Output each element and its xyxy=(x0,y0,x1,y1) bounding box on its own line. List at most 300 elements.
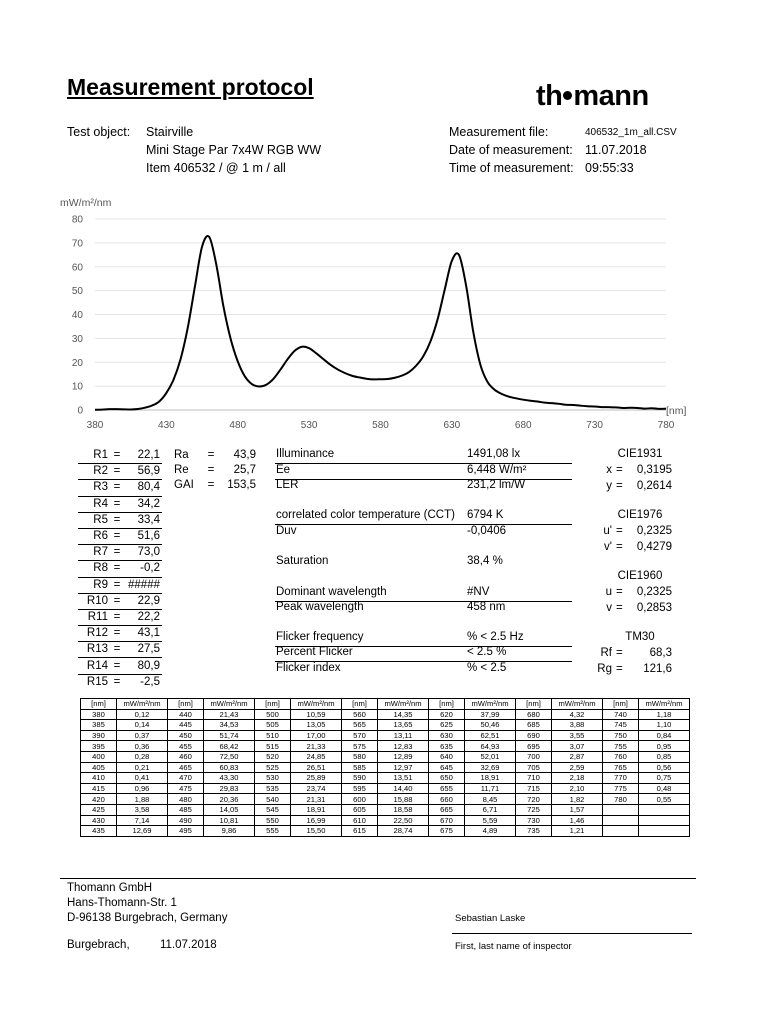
table-cell-value: 24,85 xyxy=(291,751,342,762)
table-cell-nm: 395 xyxy=(81,741,117,752)
r-value: 80,9 xyxy=(137,659,160,672)
x-tick-label: 780 xyxy=(657,420,675,430)
table-cell-value: 0,56 xyxy=(639,762,690,773)
r-row xyxy=(78,674,162,690)
r-name: R7 xyxy=(93,546,108,559)
r-value: -2,5 xyxy=(140,675,160,688)
x-tick-label: 480 xyxy=(229,420,247,430)
tm30-row-name: Rg xyxy=(597,663,612,675)
table-cell-nm: 705 xyxy=(516,762,552,773)
cie1960-row-name: v xyxy=(606,602,612,614)
param-divider xyxy=(275,524,572,525)
r-equals: = xyxy=(113,643,121,656)
table-cell-nm: 740 xyxy=(603,709,639,720)
table-cell-value: 10,81 xyxy=(204,815,255,826)
param-ler-value: 231,2 lm/W xyxy=(467,479,526,491)
table-row xyxy=(81,720,690,731)
table-cell-value: 0,41 xyxy=(117,773,168,784)
table-cell-value: 15,88 xyxy=(378,794,429,805)
y-tick-label: 20 xyxy=(71,357,83,369)
table-cell-nm: 600 xyxy=(342,794,378,805)
table-cell-nm: 675 xyxy=(429,826,465,837)
col-header-value: mW/m²/nm xyxy=(465,699,516,710)
table-cell-nm: 385 xyxy=(81,720,117,731)
table-cell-value: 18,58 xyxy=(378,804,429,815)
table-row xyxy=(81,826,690,837)
r-name: R8 xyxy=(93,562,108,575)
table-cell-nm: 425 xyxy=(81,804,117,815)
param-percent-flicker-label: Percent Flicker xyxy=(276,646,353,658)
r-values-table xyxy=(78,448,162,690)
table-cell-value: 13,65 xyxy=(378,720,429,731)
table-cell-nm: 755 xyxy=(603,741,639,752)
table-cell-value: 18,91 xyxy=(291,804,342,815)
tm30-row-equals: = xyxy=(616,647,623,659)
table-cell-nm: 525 xyxy=(255,762,291,773)
table-cell-value: 3,07 xyxy=(552,741,603,752)
cie1976-title: CIE1976 xyxy=(617,509,663,521)
table-row xyxy=(81,815,690,826)
r-row xyxy=(78,577,162,593)
table-cell-value: 0,28 xyxy=(117,751,168,762)
table-cell-nm: 470 xyxy=(168,773,204,784)
r-row xyxy=(78,561,162,577)
table-cell-nm: 580 xyxy=(342,751,378,762)
r-name: R1 xyxy=(93,449,108,462)
r-row xyxy=(78,512,162,528)
r-value: 33,4 xyxy=(137,513,160,526)
thomann-logo xyxy=(536,80,649,113)
cie1931-row-name: y xyxy=(606,480,612,492)
footer-city: D-96138 Burgebrach, Germany xyxy=(67,912,228,924)
table-cell-value: 51,74 xyxy=(204,730,255,741)
table-cell-nm: 560 xyxy=(342,709,378,720)
r-value: -0,2 xyxy=(140,562,160,575)
table-cell-value: 0,37 xyxy=(117,730,168,741)
table-cell-value: 2,59 xyxy=(552,762,603,773)
table-cell-value: 16,99 xyxy=(291,815,342,826)
ra-equals: = xyxy=(207,464,215,477)
object-line-1: Stairville xyxy=(146,125,194,139)
table-cell-nm: 495 xyxy=(168,826,204,837)
table-cell-nm: 735 xyxy=(516,826,552,837)
r-equals: = xyxy=(113,481,121,494)
table-cell-nm: 415 xyxy=(81,783,117,794)
table-cell-nm: 420 xyxy=(81,794,117,805)
r-row xyxy=(78,464,162,480)
y-axis-label: mW/m²/nm xyxy=(60,197,112,209)
logo-text-left: th xyxy=(536,80,563,112)
meta-label-date: Date of measurement: xyxy=(449,143,573,157)
table-cell-value: 1,21 xyxy=(552,826,603,837)
cie1960-row-equals: = xyxy=(616,602,623,614)
table-cell-nm: 655 xyxy=(429,783,465,794)
x-tick-label: 680 xyxy=(514,420,532,430)
table-cell-nm: 460 xyxy=(168,751,204,762)
table-cell-value: 13,11 xyxy=(378,730,429,741)
table-cell-value: 8,45 xyxy=(465,794,516,805)
table-cell-nm: 775 xyxy=(603,783,639,794)
y-tick-label: 80 xyxy=(71,214,83,226)
x-tick-label: 430 xyxy=(158,420,175,430)
table-cell-value: 20,36 xyxy=(204,794,255,805)
param-dominant-value: #NV xyxy=(467,586,490,598)
r-row xyxy=(78,448,162,464)
table-cell-nm: 730 xyxy=(516,815,552,826)
x-tick-label: 630 xyxy=(443,420,461,430)
table-cell-nm: 410 xyxy=(81,773,117,784)
meta-value-time: 09:55:33 xyxy=(585,161,634,175)
ra-name: GAI xyxy=(174,479,194,492)
ra-equals: = xyxy=(207,449,215,462)
table-cell-value: 0,21 xyxy=(117,762,168,773)
table-cell-value: 0,48 xyxy=(639,783,690,794)
table-cell-value: 1,10 xyxy=(639,720,690,731)
cie1931-row-value: 0,2614 xyxy=(636,480,672,492)
table-cell-value: 0,75 xyxy=(639,773,690,784)
r-name: R5 xyxy=(93,513,108,526)
table-cell-nm: 680 xyxy=(516,709,552,720)
ra-name: Ra xyxy=(174,449,189,462)
table-cell-nm: 615 xyxy=(342,826,378,837)
param-divider xyxy=(275,479,572,480)
table-cell-value: 21,33 xyxy=(291,741,342,752)
cie1931-row-value: 0,3195 xyxy=(636,464,672,476)
r-value: 51,6 xyxy=(137,530,160,543)
table-cell-value: 29,83 xyxy=(204,783,255,794)
y-tick-label: 40 xyxy=(71,310,83,321)
table-cell-value: 28,74 xyxy=(378,826,429,837)
col-header-nm: [nm] xyxy=(516,699,552,710)
col-header-nm: [nm] xyxy=(255,699,291,710)
table-cell-value: 14,35 xyxy=(378,709,429,720)
table-cell-value: 13,05 xyxy=(291,720,342,731)
ra-row xyxy=(172,478,258,493)
table-cell-value: 18,91 xyxy=(465,773,516,784)
r-value: 22,9 xyxy=(137,594,160,607)
table-cell-value: 3,58 xyxy=(117,804,168,815)
table-cell-nm: 780 xyxy=(603,794,639,805)
col-header-nm: [nm] xyxy=(603,699,639,710)
table-cell-value: 2,87 xyxy=(552,751,603,762)
param-divider xyxy=(275,463,572,464)
table-cell-value: 1,46 xyxy=(552,815,603,826)
table-cell-value: 0,12 xyxy=(117,709,168,720)
table-cell-value: 12,89 xyxy=(378,751,429,762)
table-cell-nm: 650 xyxy=(429,773,465,784)
col-header-value: mW/m²/nm xyxy=(639,699,690,710)
r-name: R12 xyxy=(86,627,108,640)
r-name: R2 xyxy=(93,465,108,478)
param-flicker-index-value: % < 2.5 xyxy=(467,662,507,674)
table-cell-nm: 455 xyxy=(168,741,204,752)
y-tick-label: 70 xyxy=(71,238,83,250)
table-cell-nm: 380 xyxy=(81,709,117,720)
logo-dot-icon xyxy=(563,91,572,100)
table-cell-value: 4,32 xyxy=(552,709,603,720)
table-cell-nm xyxy=(603,815,639,826)
table-cell-value: 10,59 xyxy=(291,709,342,720)
r-name: R6 xyxy=(93,530,108,543)
table-cell-nm: 490 xyxy=(168,815,204,826)
table-cell-value: 12,83 xyxy=(378,741,429,752)
table-cell-nm: 555 xyxy=(255,826,291,837)
r-name: R3 xyxy=(93,481,108,494)
table-cell-value: 14,40 xyxy=(378,783,429,794)
table-cell-nm: 430 xyxy=(81,815,117,826)
table-cell-nm: 670 xyxy=(429,815,465,826)
footer-place: Burgebrach, xyxy=(67,939,130,951)
table-cell-value: 43,30 xyxy=(204,773,255,784)
table-cell-nm: 465 xyxy=(168,762,204,773)
cie1931-row-equals: = xyxy=(616,464,623,476)
page-title: Measurement protocol xyxy=(67,74,314,100)
col-header-nm: [nm] xyxy=(168,699,204,710)
table-cell-nm: 390 xyxy=(81,730,117,741)
table-cell-nm: 620 xyxy=(429,709,465,720)
ra-row xyxy=(172,448,258,463)
r-value: 27,5 xyxy=(137,643,160,656)
tm30-row-value: 121,6 xyxy=(643,663,672,675)
x-tick-label: 530 xyxy=(300,420,318,430)
table-cell-nm: 710 xyxy=(516,773,552,784)
cie1960-row-equals: = xyxy=(616,586,623,598)
table-cell-nm: 485 xyxy=(168,804,204,815)
ra-row xyxy=(172,463,258,478)
col-header-value: mW/m²/nm xyxy=(117,699,168,710)
col-header-value: mW/m²/nm xyxy=(204,699,255,710)
r-name: R15 xyxy=(86,675,108,688)
r-name: R11 xyxy=(87,610,108,623)
table-cell-nm: 450 xyxy=(168,730,204,741)
table-cell-value: 25,89 xyxy=(291,773,342,784)
table-cell-value: 17,00 xyxy=(291,730,342,741)
table-cell-value xyxy=(639,804,690,815)
param-percent-flicker-value: < 2.5 % xyxy=(467,646,507,658)
r-name: R13 xyxy=(86,643,108,656)
table-cell-value: 62,51 xyxy=(465,730,516,741)
table-cell-nm: 665 xyxy=(429,804,465,815)
r-equals: = xyxy=(113,449,121,462)
cie1976-row-equals: = xyxy=(616,525,623,537)
table-cell-nm: 545 xyxy=(255,804,291,815)
test-object-label: Test object: xyxy=(67,125,131,139)
ra-value: 153,5 xyxy=(227,479,256,492)
r-row xyxy=(78,626,162,642)
r-name: R4 xyxy=(93,497,108,510)
table-cell-value: 50,46 xyxy=(465,720,516,731)
table-cell-nm: 520 xyxy=(255,751,291,762)
table-cell-value: 6,71 xyxy=(465,804,516,815)
table-cell-nm: 660 xyxy=(429,794,465,805)
table-cell-nm: 635 xyxy=(429,741,465,752)
cie1976-row-value: 0,2325 xyxy=(636,525,672,537)
table-cell-nm xyxy=(603,804,639,815)
r-value: 56,9 xyxy=(137,465,160,478)
param-ee-label: Ee xyxy=(276,464,291,476)
table-cell-value: 0,36 xyxy=(117,741,168,752)
table-cell-nm: 750 xyxy=(603,730,639,741)
spectrum-series-line xyxy=(95,236,666,410)
table-cell-nm: 445 xyxy=(168,720,204,731)
col-header-value: mW/m²/nm xyxy=(291,699,342,710)
r-row xyxy=(78,496,162,512)
x-tick-label: 580 xyxy=(372,420,389,430)
table-cell-value: 0,55 xyxy=(639,794,690,805)
table-cell-nm: 695 xyxy=(516,741,552,752)
param-flicker-frequency-label: Flicker frequency xyxy=(276,631,364,643)
meta-label-file: Measurement file: xyxy=(449,125,549,139)
table-cell-nm: 440 xyxy=(168,709,204,720)
r-row xyxy=(78,593,162,609)
table-cell-value: 22,50 xyxy=(378,815,429,826)
table-row xyxy=(81,783,690,794)
table-cell-value: 3,88 xyxy=(552,720,603,731)
y-tick-label: 50 xyxy=(71,286,83,298)
r-equals: = xyxy=(113,546,121,559)
table-cell-nm: 605 xyxy=(342,804,378,815)
param-ler-label: LER xyxy=(276,479,299,491)
table-row xyxy=(81,794,690,805)
table-row xyxy=(81,709,690,720)
y-tick-label: 10 xyxy=(71,381,83,393)
table-cell-value: 12,97 xyxy=(378,762,429,773)
table-cell-nm: 715 xyxy=(516,783,552,794)
table-cell-value: 37,99 xyxy=(465,709,516,720)
cie1931-title: CIE1931 xyxy=(617,448,663,460)
ra-equals: = xyxy=(207,479,215,492)
cie1960-row-value: 0,2325 xyxy=(636,586,672,598)
cie1931-row-equals: = xyxy=(616,480,623,492)
footer-divider xyxy=(60,878,696,879)
table-cell-value: 21,43 xyxy=(204,709,255,720)
r-equals: = xyxy=(113,659,121,672)
table-cell-value: 1,57 xyxy=(552,804,603,815)
table-cell-nm: 585 xyxy=(342,762,378,773)
table-cell-nm: 570 xyxy=(342,730,378,741)
tm30-row-equals: = xyxy=(616,663,623,675)
x-tick-label: 380 xyxy=(86,420,104,430)
r-equals: = xyxy=(113,465,121,478)
table-cell-nm: 475 xyxy=(168,783,204,794)
table-cell-value xyxy=(639,826,690,837)
y-tick-label: 30 xyxy=(71,333,83,345)
param-flicker-frequency-value: % < 2.5 Hz xyxy=(467,631,524,643)
inspector-label: First, last name of inspector xyxy=(455,941,572,952)
table-cell-value: 21,31 xyxy=(291,794,342,805)
r-row xyxy=(78,658,162,674)
param-illuminance-value: 1491,08 lx xyxy=(467,448,521,460)
r-equals: = xyxy=(113,578,121,591)
r-row xyxy=(78,609,162,625)
meta-value-date: 11.07.2018 xyxy=(585,143,647,157)
table-cell-nm: 530 xyxy=(255,773,291,784)
r-equals: = xyxy=(113,530,121,543)
table-cell-value: 64,93 xyxy=(465,741,516,752)
table-cell-nm: 535 xyxy=(255,783,291,794)
table-cell-nm: 745 xyxy=(603,720,639,731)
table-cell-value: 0,84 xyxy=(639,730,690,741)
spectrum-chart xyxy=(60,190,710,430)
x-tick-label: 730 xyxy=(586,420,603,430)
table-cell-value: 15,50 xyxy=(291,826,342,837)
table-cell-nm xyxy=(603,826,639,837)
table-cell-nm: 405 xyxy=(81,762,117,773)
param-saturation-label: Saturation xyxy=(276,555,329,567)
r-name: R10 xyxy=(86,594,108,607)
cie1960-row-name: u xyxy=(605,586,612,598)
object-line-2: Mini Stage Par 7x4W RGB WW xyxy=(146,143,322,157)
table-row xyxy=(81,730,690,741)
logo-text-right: mann xyxy=(573,80,649,112)
table-cell-value: 0,95 xyxy=(639,741,690,752)
col-header-value: mW/m²/nm xyxy=(552,699,603,710)
table-row xyxy=(81,762,690,773)
table-cell-value: 26,51 xyxy=(291,762,342,773)
table-cell-value: 0,85 xyxy=(639,751,690,762)
table-cell-value: 2,10 xyxy=(552,783,603,794)
table-cell-value: 72,50 xyxy=(204,751,255,762)
spectral-header-row xyxy=(81,699,690,710)
r-value: ##### xyxy=(128,578,160,591)
r-row xyxy=(78,642,162,658)
table-cell-nm: 630 xyxy=(429,730,465,741)
table-cell-value: 52,01 xyxy=(465,751,516,762)
r-equals: = xyxy=(113,675,121,688)
r-equals: = xyxy=(113,610,121,623)
col-header-nm: [nm] xyxy=(429,699,465,710)
tm30-title: TM30 xyxy=(625,631,655,643)
table-cell-value: 60,83 xyxy=(204,762,255,773)
param-ee-value: 6,448 W/m² xyxy=(467,464,527,476)
table-cell-value: 7,14 xyxy=(117,815,168,826)
r-value: 73,0 xyxy=(137,546,160,559)
table-cell-value: 9,86 xyxy=(204,826,255,837)
table-cell-nm: 550 xyxy=(255,815,291,826)
cie1931-row-name: x xyxy=(606,464,612,476)
table-row xyxy=(81,773,690,784)
table-cell-value: 13,51 xyxy=(378,773,429,784)
table-cell-nm: 610 xyxy=(342,815,378,826)
table-cell-nm: 565 xyxy=(342,720,378,731)
table-cell-nm: 590 xyxy=(342,773,378,784)
table-cell-value: 11,71 xyxy=(465,783,516,794)
table-cell-nm: 595 xyxy=(342,783,378,794)
table-cell-nm: 700 xyxy=(516,751,552,762)
r-equals: = xyxy=(113,594,121,607)
r-equals: = xyxy=(113,497,121,510)
r-value: 22,2 xyxy=(137,610,160,623)
param-duv-value: -0,0406 xyxy=(467,525,507,537)
table-cell-nm: 685 xyxy=(516,720,552,731)
cie1976-row-equals: = xyxy=(616,541,623,553)
r-name: R9 xyxy=(93,578,108,591)
table-cell-nm: 505 xyxy=(255,720,291,731)
param-cct-value: 6794 K xyxy=(467,509,504,521)
footer-company: Thomann GmbH xyxy=(67,882,153,894)
table-row xyxy=(81,804,690,815)
r-equals: = xyxy=(113,513,121,526)
meta-label-time: Time of measurement: xyxy=(449,161,574,175)
r-value: 34,2 xyxy=(137,497,160,510)
param-flicker-index-label: Flicker index xyxy=(276,662,341,674)
table-cell-nm: 760 xyxy=(603,751,639,762)
tm30-row-name: Rf xyxy=(600,647,612,659)
table-cell-value: 4,89 xyxy=(465,826,516,837)
spectral-data-table xyxy=(80,698,690,837)
table-cell-value: 12,69 xyxy=(117,826,168,837)
r-name: R14 xyxy=(86,659,108,672)
